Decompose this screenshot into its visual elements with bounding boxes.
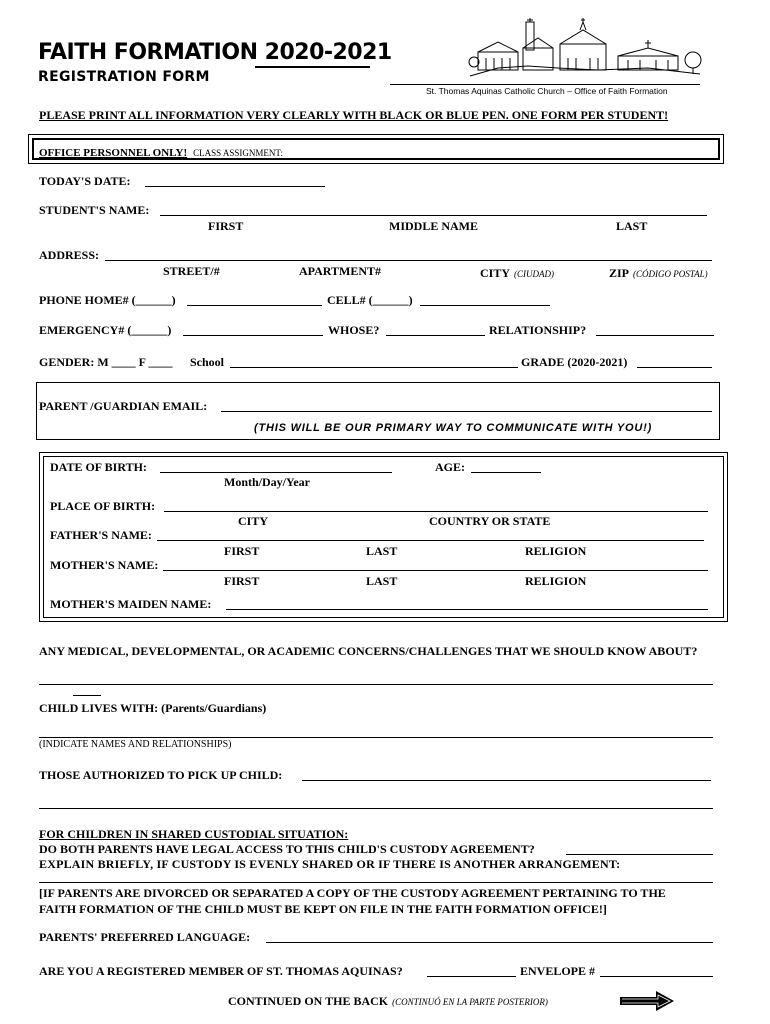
mother-religion-caption: RELIGION [525, 574, 587, 588]
envelope-label: ENVELOPE # [520, 964, 596, 978]
father-religion-caption: RELIGION [525, 544, 587, 558]
place-of-birth-label: PLACE OF BIRTH: [50, 499, 156, 513]
emergency-label: EMERGENCY# (______) [39, 323, 172, 337]
birth-country-caption: COUNTRY OR STATE [429, 514, 551, 528]
maiden-name-label: MOTHER'S MAIDEN NAME: [50, 597, 212, 611]
grade-input[interactable] [637, 367, 712, 368]
member-question: ARE YOU A REGISTERED MEMBER OF ST. THOMAS AQUINAS? [39, 964, 403, 978]
father-name-input[interactable] [157, 540, 704, 541]
maiden-name-input[interactable] [226, 609, 708, 610]
dob-format-caption: Month/Day/Year [224, 475, 310, 489]
emergency-input[interactable] [183, 335, 323, 336]
church-logo-image [468, 18, 703, 80]
indicate-names-caption: (INDICATE NAMES AND RELATIONSHIPS) [39, 739, 232, 750]
custody-explain-question: EXPLAIN BRIEFLY, IF CUSTODY IS EVENLY SHARED OR IF THERE IS ANOTHER ARRANGEMENT: [39, 857, 621, 871]
arrow-right-icon [618, 990, 676, 1012]
mother-first-caption: FIRST [224, 574, 260, 588]
mother-name-label: MOTHER'S NAME: [50, 558, 159, 572]
zip-caption: ZIP [609, 266, 630, 280]
student-name-input[interactable] [160, 215, 707, 216]
form-subtitle: REGISTRATION FORM [38, 69, 210, 85]
phone-home-input[interactable] [187, 305, 322, 306]
whose-input[interactable] [386, 335, 485, 336]
custody-heading: FOR CHILDREN IN SHARED CUSTODIAL SITUATION: [39, 827, 349, 841]
cell-input[interactable] [420, 305, 550, 306]
envelope-input[interactable] [600, 976, 713, 977]
concerns-input-short[interactable] [73, 695, 101, 696]
relationship-label: RELATIONSHIP? [489, 323, 587, 337]
student-last-caption: LAST [616, 219, 648, 233]
whose-label: WHOSE? [328, 323, 380, 337]
custody-access-question: DO BOTH PARENTS HAVE LEGAL ACCESS TO THIS CHILD'S CUSTODY AGREEMENT? [39, 842, 535, 856]
custody-explain-input[interactable] [39, 882, 713, 883]
lives-with-input[interactable] [39, 737, 713, 738]
mother-name-input[interactable] [163, 570, 708, 571]
class-assignment-label: CLASS ASSIGNMENT: [193, 148, 283, 158]
age-label: AGE: [435, 460, 465, 474]
school-input[interactable] [230, 367, 518, 368]
student-name-label: STUDENT'S NAME: [39, 203, 150, 217]
place-of-birth-input[interactable] [164, 511, 708, 512]
age-input[interactable] [471, 472, 541, 473]
zip-caption-group [609, 264, 708, 282]
custody-access-input[interactable] [566, 854, 713, 855]
lives-with-label: CHILD LIVES WITH: (Parents/Guardians) [39, 701, 267, 715]
address-input[interactable] [105, 260, 712, 261]
birth-city-caption: CITY [238, 514, 269, 528]
gender-label: GENDER: M ____ F ____ [39, 355, 173, 369]
concerns-input[interactable] [39, 684, 713, 685]
phone-home-label: PHONE HOME# (______) [39, 293, 176, 307]
school-label: School [190, 355, 225, 369]
city-caption-group [480, 264, 554, 282]
apartment-caption: APARTMENT# [299, 264, 382, 278]
member-input[interactable] [427, 976, 516, 977]
language-input[interactable] [266, 942, 713, 943]
form-title: FAITH FORMATION 2020-2021 [38, 40, 392, 65]
pickup-input[interactable] [302, 780, 711, 781]
parent-email-label: PARENT /GUARDIAN EMAIL: [39, 399, 208, 413]
continued-label: CONTINUED ON THE BACK [228, 994, 389, 1008]
father-first-caption: FIRST [224, 544, 260, 558]
todays-date-input[interactable] [145, 186, 325, 187]
office-label: OFFICE PERSONNEL ONLY! [39, 147, 188, 159]
mother-last-caption: LAST [366, 574, 398, 588]
student-middle-caption: MIDDLE NAME [389, 219, 478, 233]
parent-email-note: (THIS WILL BE OUR PRIMARY WAY TO COMMUNICATE WITH YOU!) [254, 422, 653, 434]
father-last-caption: LAST [366, 544, 398, 558]
dob-label: DATE OF BIRTH: [50, 460, 147, 474]
office-row [39, 143, 283, 161]
continued-es-label: (CONTINUÓ EN LA PARTE POSTERIOR) [392, 997, 548, 1007]
todays-date-label: TODAY'S DATE: [39, 174, 131, 188]
header-rule [390, 84, 700, 85]
concerns-question: ANY MEDICAL, DEVELOPMENTAL, OR ACADEMIC CONCERNS/CHALLENGES THAT WE SHOULD KNOW ABOUT? [39, 644, 698, 658]
custody-note-line1: [IF PARENTS ARE DIVORCED OR SEPARATED A COPY OF THE CUSTODY AGREEMENT PERTAINING TO THE [39, 886, 666, 900]
city-es-caption: (CIUDAD) [514, 269, 555, 279]
street-caption: STREET/# [163, 264, 220, 278]
title-underline [255, 66, 370, 68]
father-name-label: FATHER'S NAME: [50, 528, 152, 542]
zip-es-caption: (CÓDIGO POSTAL) [633, 269, 708, 279]
student-first-caption: FIRST [208, 219, 244, 233]
pickup-input-2[interactable] [39, 808, 713, 809]
parent-email-input[interactable] [221, 411, 712, 412]
city-caption: CITY [480, 266, 511, 280]
custody-note-line2: FAITH FORMATION OF THE CHILD MUST BE KEPT ON FILE IN THE FAITH FORMATION OFFICE!] [39, 902, 607, 916]
grade-label: GRADE (2020-2021) [521, 355, 628, 369]
instructions-text: PLEASE PRINT ALL INFORMATION VERY CLEARLY WITH BLACK OR BLUE PEN. ONE FORM PER STUDENT! [39, 108, 669, 122]
cell-label: CELL# (______) [327, 293, 413, 307]
continued-row [228, 992, 548, 1010]
language-label: PARENTS' PREFERRED LANGUAGE: [39, 930, 251, 944]
relationship-input[interactable] [596, 335, 714, 336]
pickup-label: THOSE AUTHORIZED TO PICK UP CHILD: [39, 768, 283, 782]
church-caption: St. Thomas Aquinas Catholic Church – Office of Faith Formation [426, 86, 668, 96]
dob-input[interactable] [160, 472, 392, 473]
address-label: ADDRESS: [39, 248, 100, 262]
